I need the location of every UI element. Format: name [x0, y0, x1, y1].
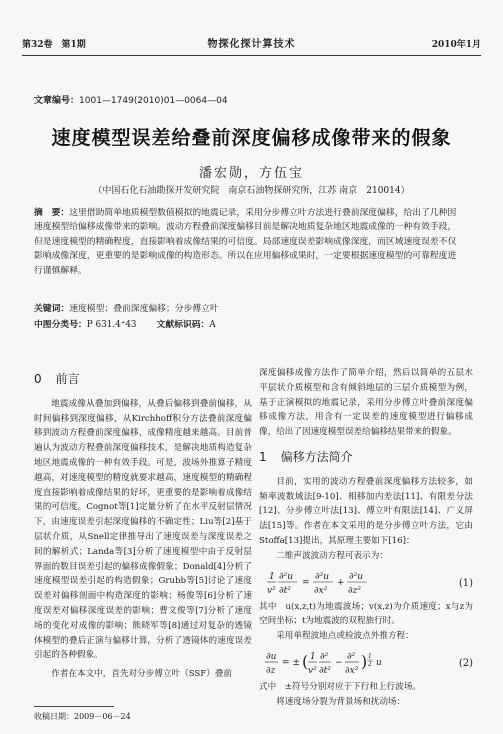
- intro-continuation: 深度偏移成像方法作了简单介绍，然后以简单的五层水平层状介质模型和含有倾斜地层的三层介质模型为例，基于正演模拟的地震记录，采用分步傅立叶叠前深度偏移成像方法，用含有一定误差的速度模型进行偏移成像，给出了因速度模型误差给偏移结果带来的假象。: [259, 368, 473, 438]
- svg-text:∂t²: ∂t²: [279, 585, 291, 596]
- footnote-rule: [34, 706, 114, 707]
- clc-label: 中图分类号：: [34, 320, 87, 330]
- journal-name: 物探化探计算技术: [207, 39, 296, 50]
- svg-text:∂²: ∂²: [320, 651, 329, 662]
- equation-2-explanation: 式中 ±符号分别对应于下行和上行波场。: [259, 681, 421, 692]
- article-number: [34, 93, 228, 106]
- svg-text:−: −: [335, 657, 343, 668]
- svg-text:∂z: ∂z: [266, 665, 276, 676]
- svg-text:+: +: [337, 577, 345, 588]
- keywords: [34, 302, 465, 316]
- classification-line: [34, 318, 216, 332]
- one-way-intro: 采用单程波地点或检波点外推方程：: [276, 631, 414, 642]
- equation-intro: 二维声波波动方程可表示为：: [276, 550, 388, 561]
- section-number: 1: [259, 449, 267, 464]
- svg-text:v²: v²: [267, 585, 276, 596]
- svg-text:∂z²: ∂z²: [348, 585, 362, 596]
- affiliation: （中国石化石油勘探开发研究院 南京石油物探研究所，江苏 南京 210014）: [93, 186, 410, 196]
- authors: 潘宏勋，方伍宝: [198, 166, 304, 181]
- method-paragraph: 目前，实用的波动方程叠前深度偏移方法较多，如频率波数域法[9-10]、相移加内差法[11]、有限差分法[12]、分步傅立叶法[13]、傅立叶有限法[14]、广义屏法[15]等。作者在本文采用的是分步傅立叶方法，它由Stoffa[13]提出，其原理主要如下[16]：: [259, 476, 473, 546]
- received-label: 收稿日期：: [34, 712, 74, 721]
- equation-number: (2): [458, 657, 473, 669]
- clc-value: P 631.4⁺43: [86, 320, 137, 330]
- svg-text:∂²u: ∂²u: [315, 571, 330, 582]
- article-number-label: 文章编号：: [34, 96, 80, 106]
- paper-title: 速度模型误差给叠前深度偏移成像带来的假象: [51, 127, 452, 149]
- svg-text:∂²u: ∂²u: [279, 571, 294, 582]
- right-column: [259, 366, 473, 710]
- svg-text:∂x²: ∂x²: [345, 665, 359, 676]
- intro-paragraph: 地震成像从叠加到偏移，从叠后偏移到叠前偏移，从时间偏移到深度偏移，从Kirchhoff积分方法叠前深度偏移到波动方程叠前深度偏移，成像精度越来越高。目前普遍认为波动方程叠前深度偏移技术，是解决地质构造复杂地区地震成像的一种有效手段。可是，波场外推算子精度越高，对速度模型的精度就要求越高，速度模型的精确程度直接影响着成像结果的好坏，更重要的是影响着成像结果的可信度。Cognot等[1]定量分析了在水平反射层情况下，由速度误差引起深度偏移的不确定性；Liu等[2]基于层状介质，从Snell定律推导出了速度误差与深度误差之间的解析式；Landa等[3]分析了速度模型中由于反射层界面的数目误差引起的偏移成像假象；Donald[4]分析了速度模型误差引起的构造假象；Grubb等[5]讨论了速度误差对偏移剖面中构造深度的影响；杨俊等[6]分析了速度误差对偏移深度误差的影响；曹文俊等[7]分析了速度场的变化对成像的影响；熊晓军等[8]通过对复杂的透镜体模型的叠后正演与偏移计算，分析了透镜体的速度误差引起的各种假象。: [34, 398, 252, 661]
- equation-2: [259, 648, 473, 678]
- svg-text:= ±: = ±: [282, 657, 300, 668]
- abstract-label: 摘 要：: [34, 208, 70, 218]
- abstract-text: 这里借助简单地质模型数值模拟的地震记录，采用分步傅立叶方法进行叠前深度偏移，给出了几种因速度模型给偏移成像带来的影响。波动方程叠前深度偏移目前是解决地质复杂地区地震成像的一种有效手段，但是速度模型的精确程度，直接影响着成像结果的可信度。局部速度误差影响成像深度，而区域速度误差不仅影响成像深度，更重要的是影响成像的构造形态。所以在应用偏移成果时，一定要根据速度模型的可靠程度进行谨慎解释。: [34, 208, 457, 276]
- equation-1-explanation: 其中 u(x,z,t)为地震波场；v(x,z)为介质速度；x与z为空间坐标；t为地震波的双程旅行时。: [259, 601, 473, 627]
- svg-text:1: 1: [269, 571, 275, 582]
- svg-text:1: 1: [310, 651, 316, 662]
- svg-text:∂x²: ∂x²: [314, 585, 328, 596]
- article-number-value: 1001—1749(2010)01—0064—04: [79, 96, 228, 106]
- equation-1: [259, 568, 473, 598]
- svg-text:∂t²: ∂t²: [319, 665, 331, 676]
- equation-number: (1): [458, 577, 473, 589]
- section-number: 0: [34, 372, 42, 386]
- section-heading-introduction: [34, 372, 252, 387]
- svg-text:v²: v²: [308, 665, 317, 676]
- abstract: [34, 206, 465, 278]
- left-column: [34, 366, 252, 682]
- svg-text:): ): [361, 651, 368, 671]
- doc-code-label: 文献标识码：: [156, 320, 210, 330]
- doc-code-value: A: [209, 320, 216, 330]
- intro-paragraph-continued: 作者在本文中，首先对分步傅立叶（SSF）叠前: [51, 669, 233, 680]
- svg-text:(: (: [302, 651, 309, 671]
- keywords-text: 速度模型；叠前深度偏移；分步傅立叶: [69, 304, 219, 314]
- svg-text:u: u: [376, 657, 382, 668]
- volume-issue: 第32卷 第1期: [22, 40, 86, 50]
- running-header: [22, 38, 481, 52]
- keywords-label: 关键词：: [34, 304, 70, 314]
- received-value: 2009－06－24: [74, 712, 131, 721]
- section-title: 偏移方法简介: [280, 449, 353, 464]
- section-heading-method: [259, 450, 473, 465]
- svg-text:2: 2: [368, 660, 372, 668]
- svg-text:∂u: ∂u: [266, 651, 277, 662]
- velocity-split-intro: 将速度场分裂为背景场和扰动场：: [276, 696, 406, 707]
- section-title: 前言: [55, 372, 80, 386]
- header-rule: [22, 55, 481, 56]
- svg-text:=: =: [302, 577, 310, 588]
- svg-text:∂²: ∂²: [347, 651, 356, 662]
- svg-text:1: 1: [368, 652, 372, 660]
- wave-equation-formula: [267, 568, 437, 598]
- svg-text:∂²u: ∂²u: [349, 571, 364, 582]
- one-way-equation-formula: [265, 648, 435, 678]
- issue-date: 2010年1月: [431, 40, 481, 50]
- received-date-footnote: [34, 711, 131, 722]
